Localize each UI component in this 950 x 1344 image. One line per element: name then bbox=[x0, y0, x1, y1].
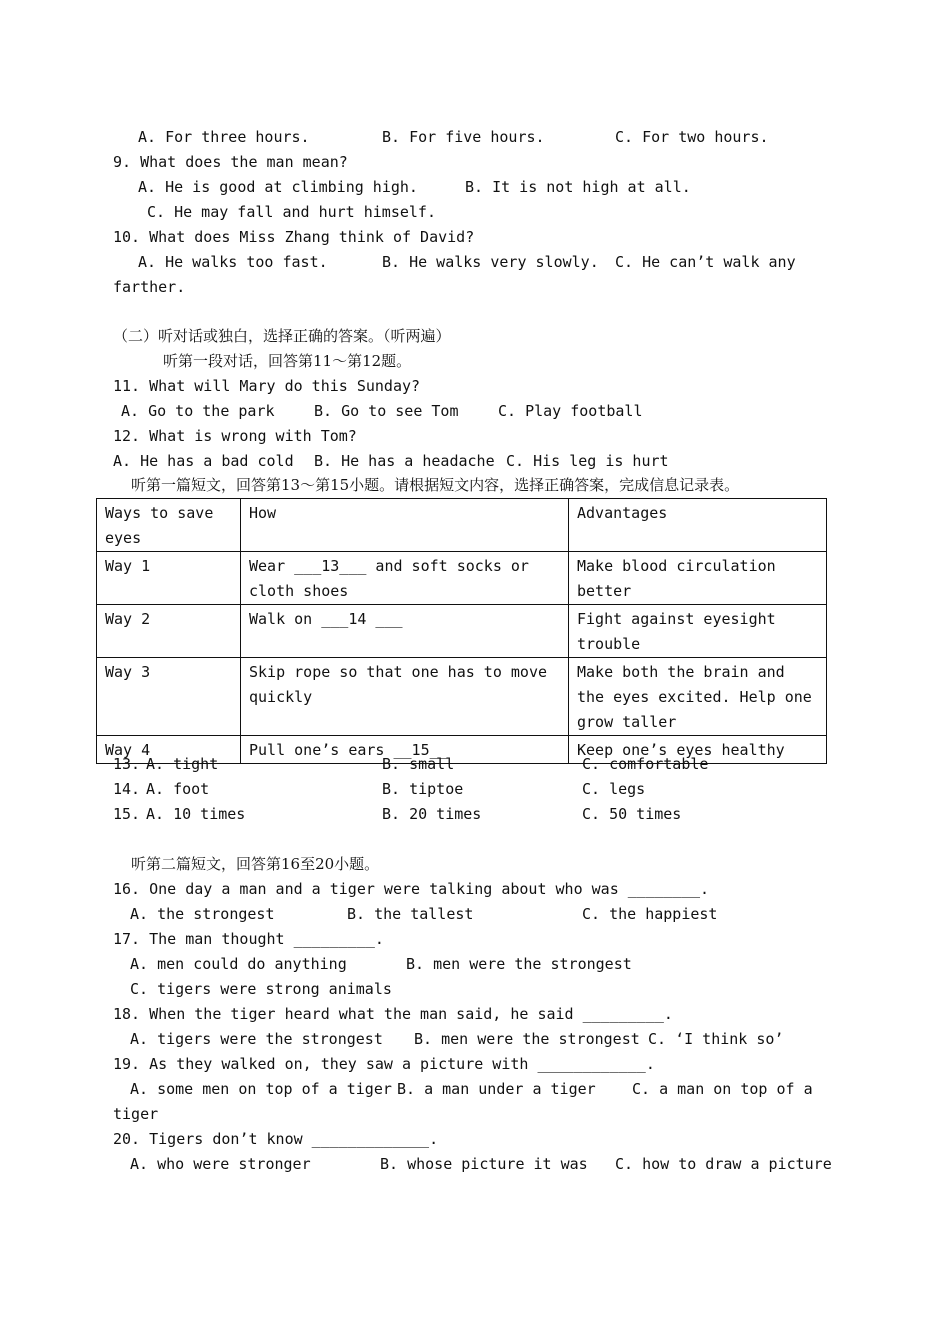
q13-option-c: C. comfortable bbox=[582, 755, 709, 773]
q20-question: 20. Tigers don’t know _____________. bbox=[113, 1130, 439, 1148]
info-record-table bbox=[96, 498, 827, 764]
q18-option-c: C. ‘I think so’ bbox=[648, 1030, 784, 1048]
passage1-intro: 听第一篇短文，回答第13～第15小题。请根据短文内容，选择正确答案，完成信息记录表。 bbox=[131, 476, 740, 494]
q15-option-a: A. 10 times bbox=[146, 805, 246, 823]
q19-option-a: A. some men on top of a tiger bbox=[130, 1080, 392, 1098]
q13-number: 13. bbox=[113, 755, 141, 773]
table-row bbox=[97, 605, 827, 658]
q17-option-b: B. men were the strongest bbox=[406, 955, 632, 973]
table-header-cell: Advantages bbox=[569, 499, 827, 552]
q19-option-c-cont: tiger bbox=[113, 1105, 159, 1123]
q20-option-a: A. who were stronger bbox=[130, 1155, 311, 1173]
table-cell: Way 2 bbox=[97, 605, 241, 658]
q17-option-a: A. men could do anything bbox=[130, 955, 347, 973]
q16-option-b: B. the tallest bbox=[347, 905, 474, 923]
table-cell: Skip rope so that one has to move quickly bbox=[241, 658, 569, 736]
q16-question: 16. One day a man and a tiger were talking about who was ________. bbox=[113, 880, 710, 898]
q19-question: 19. As they walked on, they saw a picture with ____________. bbox=[113, 1055, 655, 1073]
q10-option-b: B. He walks very slowly. bbox=[382, 253, 599, 271]
q20-option-b: B. whose picture it was bbox=[380, 1155, 588, 1173]
q13-option-b: B. small bbox=[382, 755, 455, 773]
q10-option-c-cont: farther. bbox=[113, 278, 186, 296]
table-cell: Wear ___13___ and soft socks or cloth shoes bbox=[241, 552, 569, 605]
q20-option-c: C. how to draw a picture bbox=[615, 1155, 832, 1173]
q14-number: 14. bbox=[113, 780, 141, 798]
table-cell: Make both the brain and the eyes excited. Help one grow taller bbox=[569, 658, 827, 736]
q18-option-a: A. tigers were the strongest bbox=[130, 1030, 383, 1048]
q12-option-b: B. He has a headache bbox=[314, 452, 495, 470]
table-cell: Fight against eyesight trouble bbox=[569, 605, 827, 658]
q14-option-c: C. legs bbox=[582, 780, 646, 798]
q18-question: 18. When the tiger heard what the man said, he said _________. bbox=[113, 1005, 673, 1023]
q12-option-a: A. He has a bad cold bbox=[113, 452, 294, 470]
q17-question: 17. The man thought _________. bbox=[113, 930, 384, 948]
table-cell: Keep one’s eyes healthy bbox=[569, 736, 827, 764]
section2-heading: （二）听对话或独白，选择正确的答案。（听两遍） bbox=[113, 327, 451, 345]
table-cell: Make blood circulation better bbox=[569, 552, 827, 605]
dialog1-intro: 听第一段对话，回答第11～第12题。 bbox=[163, 352, 412, 370]
q16-option-a: A. the strongest bbox=[130, 905, 275, 923]
table-header-cell: How bbox=[241, 499, 569, 552]
q10-question: 10. What does Miss Zhang think of David? bbox=[113, 228, 475, 246]
table-row bbox=[97, 552, 827, 605]
q15-option-b: B. 20 times bbox=[382, 805, 482, 823]
q15-option-c: C. 50 times bbox=[582, 805, 682, 823]
q17-option-c: C. tigers were strong animals bbox=[130, 980, 392, 998]
q14-option-b: B. tiptoe bbox=[382, 780, 464, 798]
q19-option-b: B. a man under a tiger bbox=[397, 1080, 596, 1098]
q10-option-a: A. He walks too fast. bbox=[138, 253, 328, 271]
q15-number: 15. bbox=[113, 805, 141, 823]
q8-option-a: A. For three hours. bbox=[138, 128, 310, 146]
q10-option-c: C. He can’t walk any bbox=[615, 253, 796, 271]
table-cell: Way 1 bbox=[97, 552, 241, 605]
q9-option-b: B. It is not high at all. bbox=[465, 178, 691, 196]
q9-option-c: C. He may fall and hurt himself. bbox=[147, 203, 436, 221]
q11-option-b: B. Go to see Tom bbox=[314, 402, 459, 420]
q11-option-a: A. Go to the park bbox=[121, 402, 275, 420]
table-header-cell: Ways to save eyes bbox=[97, 499, 241, 552]
table-cell: Way 3 bbox=[97, 658, 241, 736]
q9-option-a: A. He is good at climbing high. bbox=[138, 178, 418, 196]
table-header-row bbox=[97, 499, 827, 552]
q11-option-c: C. Play football bbox=[498, 402, 643, 420]
table-cell: Way 4 bbox=[97, 736, 241, 764]
q8-option-b: B. For five hours. bbox=[382, 128, 545, 146]
table-row bbox=[97, 658, 827, 736]
q12-question: 12. What is wrong with Tom? bbox=[113, 427, 357, 445]
q19-option-c: C. a man on top of a bbox=[632, 1080, 813, 1098]
q16-option-c: C. the happiest bbox=[582, 905, 718, 923]
q18-option-b: B. men were the strongest bbox=[414, 1030, 640, 1048]
q14-option-a: A. foot bbox=[146, 780, 210, 798]
q13-option-a: A. tight bbox=[146, 755, 219, 773]
table-cell: Pull one’s ears __15__ bbox=[241, 736, 569, 764]
passage2-intro: 听第二篇短文，回答第16至20小题。 bbox=[131, 855, 380, 873]
q8-option-c: C. For two hours. bbox=[615, 128, 769, 146]
q11-question: 11. What will Mary do this Sunday? bbox=[113, 377, 421, 395]
table-cell: Walk on ___14 ___ bbox=[241, 605, 569, 658]
q9-question: 9. What does the man mean? bbox=[113, 153, 348, 171]
q12-option-c: C. His leg is hurt bbox=[506, 452, 669, 470]
